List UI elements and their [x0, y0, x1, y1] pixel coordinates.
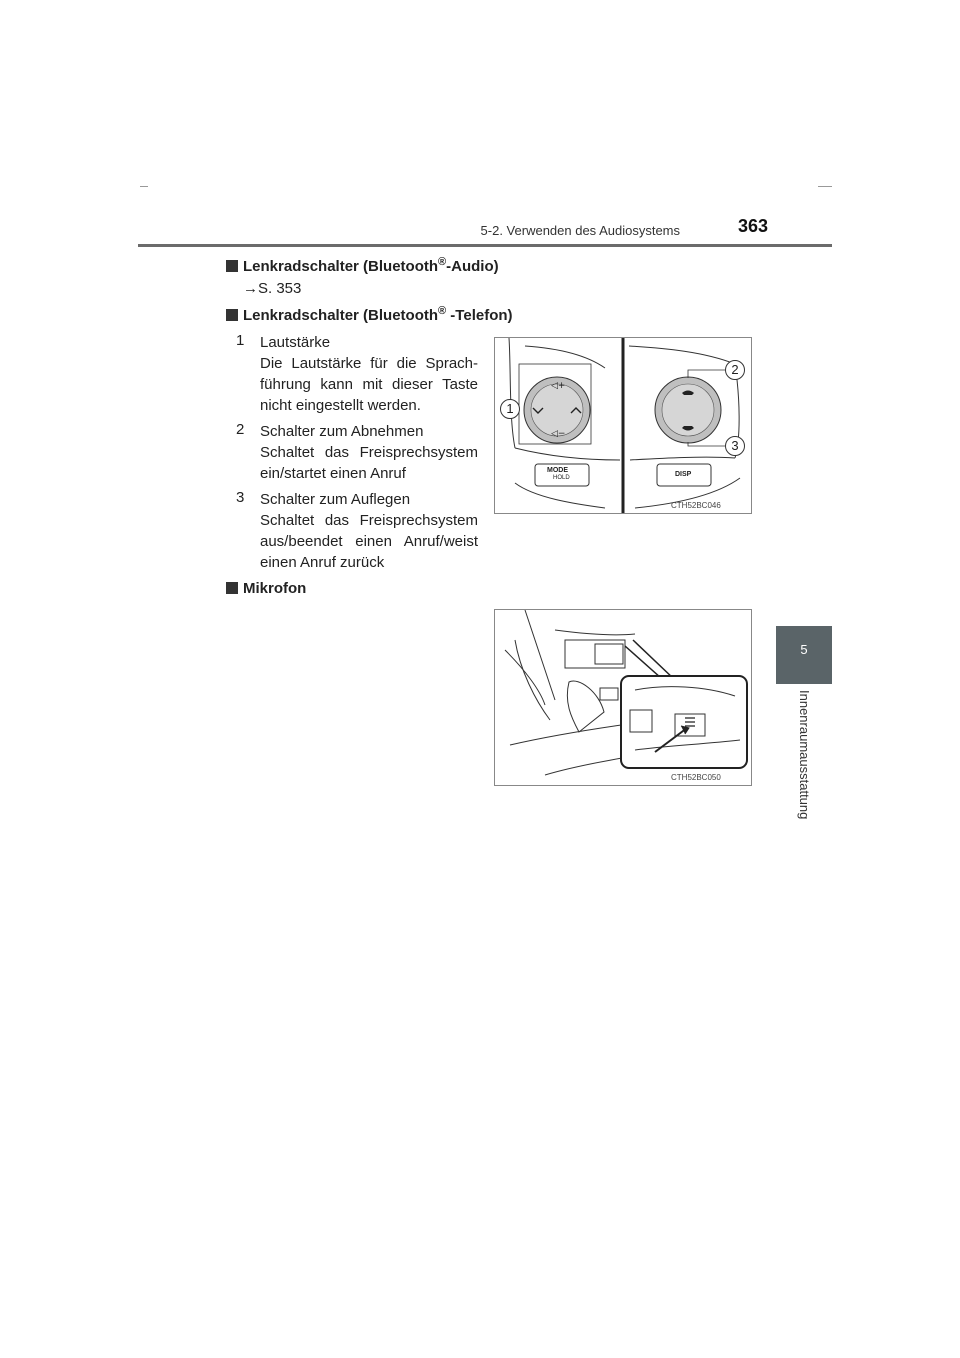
square-bullet-icon — [226, 260, 238, 272]
page-reference[interactable]: →S. 353 — [243, 280, 302, 297]
callout-3: 3 — [725, 436, 745, 456]
figure-steering-switches — [494, 337, 752, 514]
crop-mark-left — [140, 186, 148, 187]
item-number-3: 3 — [236, 489, 245, 506]
callout-1: 1 — [500, 399, 520, 419]
figure-microphone — [494, 609, 752, 786]
heading-steering-phone: Lenkradschalter (Bluetooth® -Telefon) — [226, 305, 513, 324]
item-body: Schaltet das Freisprechsystem aus/beendet einen Anruf/weist einen Anruf zurück — [260, 512, 478, 571]
steering-switch-illustration — [495, 338, 751, 513]
square-bullet-icon — [226, 582, 238, 594]
figure-caption: CTH52BC046 — [671, 501, 721, 510]
heading-steering-audio: Lenkradschalter (Bluetooth®-Audio) — [226, 256, 499, 275]
svg-text:◁+: ◁+ — [551, 381, 566, 391]
chapter-number: 5 — [800, 642, 808, 657]
item-label: Schalter zum Auflegen — [260, 491, 411, 508]
item-body: Die Lautstärke für die Sprach-führung kann mit dieser Taste nicht eingestellt werden. — [260, 355, 478, 414]
crop-mark-right — [818, 186, 832, 187]
mode-button-label: MODE — [547, 467, 568, 474]
item-number-1: 1 — [236, 332, 245, 349]
figure-caption: CTH52BC050 — [671, 773, 721, 782]
chapter-label: Innenraumausstattung — [797, 690, 812, 820]
item-volume — [260, 332, 478, 416]
hold-label: HOLD — [553, 475, 570, 481]
callout-2: 2 — [725, 360, 745, 380]
item-number-2: 2 — [236, 421, 245, 438]
disp-button-label: DISP — [675, 471, 692, 478]
chapter-tab — [776, 626, 832, 684]
item-label: Schalter zum Abnehmen — [260, 423, 424, 440]
heading-microphone: Mikrofon — [226, 580, 306, 597]
microphone-illustration — [495, 610, 751, 785]
item-label: Lautstärke — [260, 334, 331, 351]
page-number: 363 — [738, 216, 769, 236]
square-bullet-icon — [226, 309, 238, 321]
item-hangup — [260, 489, 478, 573]
item-body: Schaltet das Freisprechsystem ein/startet einen Anruf — [260, 444, 478, 482]
arrow-right-icon: → — [243, 280, 258, 297]
header-rule — [138, 244, 832, 247]
section-title: 5-2. Verwenden des Audiosystems — [480, 223, 680, 238]
svg-text:◁−: ◁− — [551, 429, 566, 439]
item-pickup — [260, 421, 478, 484]
